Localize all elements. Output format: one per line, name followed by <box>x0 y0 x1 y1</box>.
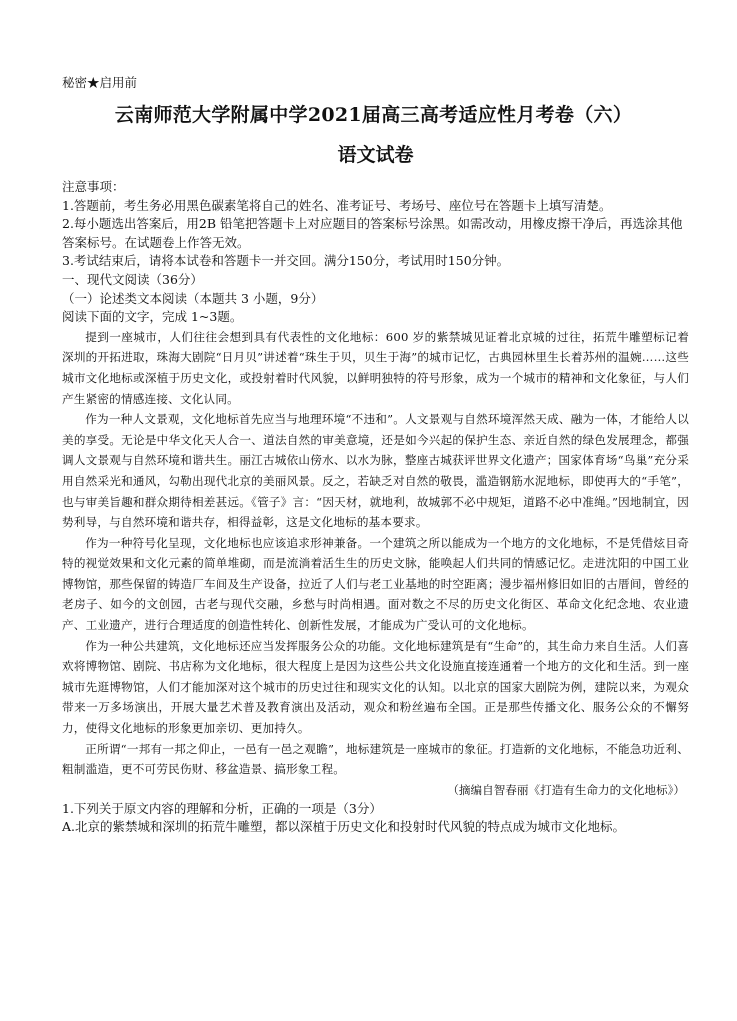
note-item-1: 1.答题前，考生务必用黑色碳素笔将自己的姓名、准考证号、考场号、座位号在答题卡上填写清楚。 <box>62 197 612 213</box>
passage-paragraph: 正所谓“一邦有一邦之仰止，一邑有一邑之观瞻”，地标建筑是一座城市的象征。打造新的文化地标，不能急功近利、粗制滥造，更不可劳民伤财、移盆造景、搞形象工程。 <box>62 741 689 777</box>
note-item-2: 2.每小题选出答案后，用2B 铅笔把答题卡上对应题目的答案标号涂黑。如需改动，用橡皮擦干净后，再选涂其他答案标号。在试题卷上作答无效。 <box>62 216 683 250</box>
section-heading: 一、现代文阅读（36分） <box>62 271 203 287</box>
notes-heading: 注意事项： <box>62 179 125 194</box>
section-instruction: 阅读下面的文字，完成 1~3题。 <box>62 309 243 325</box>
section-subheading: （一）论述类文本阅读（本题共 3 小题，9分） <box>62 290 324 306</box>
exam-title: 云南师范大学附属中学2021届高三高考适应性月考卷（六） <box>114 104 633 126</box>
passage-paragraph: 作为一种符号化呈现，文化地标也应该追求形神兼备。一个建筑之所以能成为一个地方的文化地标，不是凭借炫目奇特的视觉效果和文化元素的简单堆砌，而是流淌着活生生的历史文脉，能唤起人们共同的情感记忆。走进沈阳的中国工业博物馆，那些保留的铸造厂车间及生产设备，拉近了人们与老工业基地的时空距离；漫步福州修旧如旧的古厝间，曾经的老房子、如今的文创园，古老与现代交融，乡愁与时尚相遇。面对数之不尽的历史文化街区、革命文化纪念地、农业遗产、工业遗产，进行合理适度的创造性转化、创新性发展，才能成为广受认可的文化地标。 <box>62 535 689 633</box>
question-option-a: A.北京的紫禁城和深圳的拓荒牛雕塑，都以深植于历史文化和投射时代风貌的特点成为城市文化地标。 <box>62 819 626 835</box>
question-stem: 1.下列关于原文内容的理解和分析，正确的一项是（3分） <box>62 800 382 816</box>
passage-paragraph: 提到一座城市，人们往往会想到具有代表性的文化地标：600 岁的紫禁城见证着北京城的过往，拓荒牛雕塑标记着深圳的开拓进取，珠海大剧院“日月贝”讲述着“珠生于贝，贝生于海”的城市记忆，古典园林里生长着苏州的温婉……这些城市文化地标或深植于历史文化，或投射着时代风貌，以鲜明独特的符号形象，成为一个城市的精神和文化象征，与人们产生紧密的情感连接、文化认同。 <box>62 329 689 406</box>
passage-paragraph: 作为一种公共建筑，文化地标还应当发挥服务公众的功能。文化地标建筑是有“生命”的，其生命力来自生活。人们喜欢将博物馆、剧院、书店称为文化地标，很大程度上是因为这些公共文化设施直接连通着一个地方的文化和生活。到一座城市先逛博物馆，人们才能加深对这个城市的历史过往和现实文化的认知。以北京的国家大剧院为例，建院以来，为观众带来一万多场演出，开展大量艺术普及教育演出及活动，观众和粉丝遍布全国。正是那些传播文化、服务公众的不懈努力，使得文化地标的形象更加亲切、更加持久。 <box>62 638 689 736</box>
note-item-3: 3.考试结束后，请将本试卷和答题卡一并交回。满分150分，考试用时150分钟。 <box>62 253 510 269</box>
secret-mark: 秘密★启用前 <box>62 75 138 90</box>
exam-subtitle: 语文试卷 <box>337 144 414 166</box>
passage-source: （摘编自智春丽《打造有生命力的文化地标》） <box>447 782 685 797</box>
passage-paragraph: 作为一种人文景观，文化地标首先应当与地理环境“不违和”。人文景观与自然环境浑然天成、融为一体，才能给人以美的享受。无论是中华文化天人合一、道法自然的审美意境，还是如今兴起的保护生态、亲近自然的绿色发展理念，都强调人文景观与自然环境和谐共生。丽江古城依山傍水、以水为脉，整座古城获评世界文化遗产；国家体育场“鸟巢”充分采用自然采光和通风，勾勒出现代北京的美丽风景。反之，若缺乏对自然的敬畏，滥造钢筋水泥地标，即使再大的“手笔”，也与审美旨趣和群众期待相差甚远。《管子》言：“因天材，就地利，故城郭不必中规矩，道路不必中准绳。”因地制宜，因势利导，与自然环境和谐共存，相得益彰，这是文化地标的基本要求。 <box>62 412 689 530</box>
